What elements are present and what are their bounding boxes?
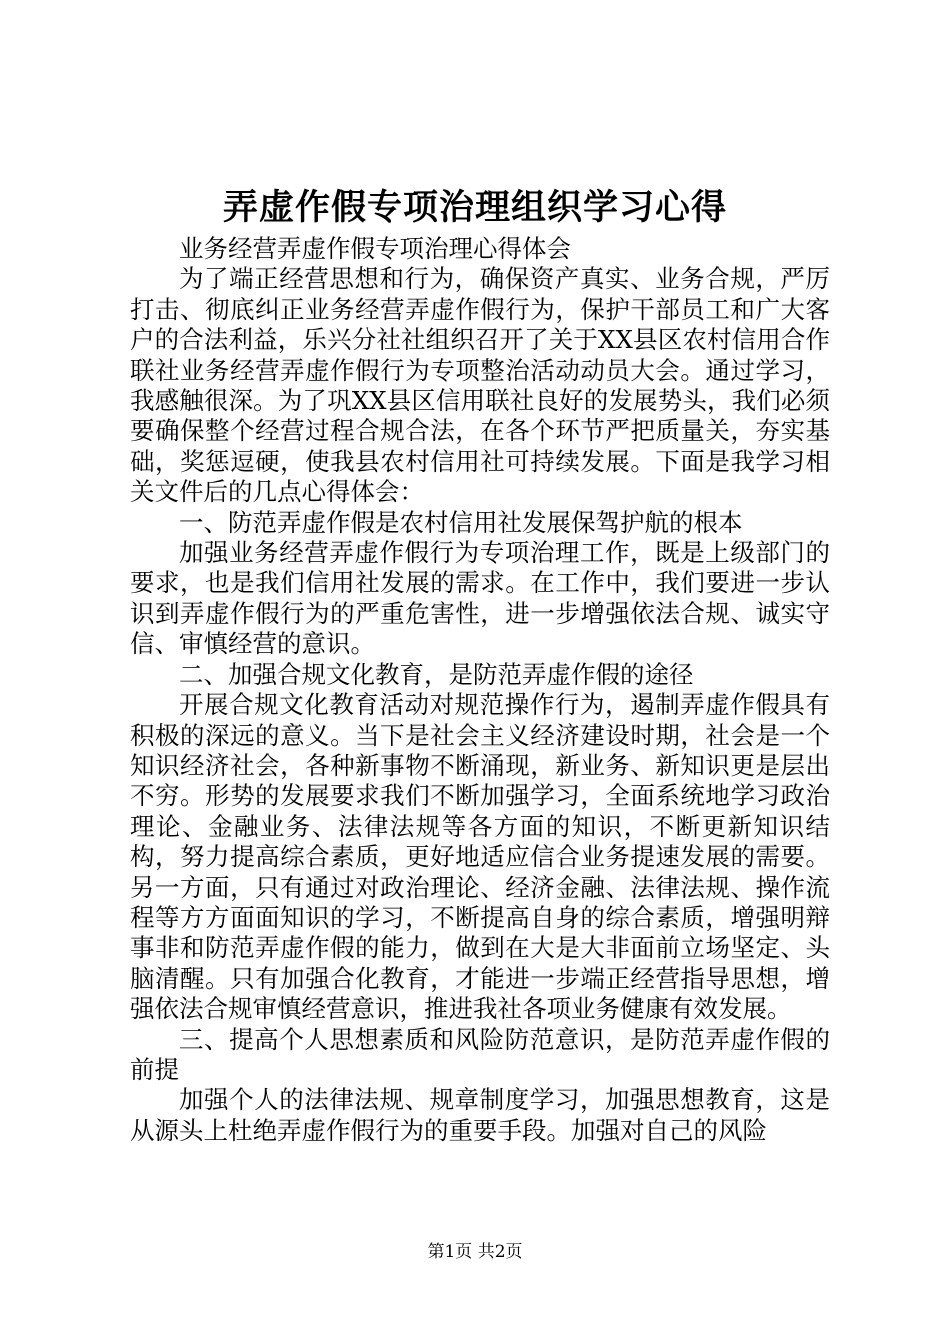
section-heading-1: 一、防范弄虚作假是农村信用社发展保驾护航的根本 — [179, 507, 743, 537]
document-title: 弄虚作假专项治理组织学习心得 — [222, 187, 727, 228]
section-heading-2: 二、加强合规文化教育，是防范弄虚作假的途径 — [179, 659, 694, 689]
paragraph-section-2: 开展合规文化教育活动对规范操作行为，遏制弄虚作假具有积极的深远的意义。当下是社会主义经济建设时期，社会是一个知识经济社会，各种新事物不断涌现，新业务、新知识更是层出不穷。形势的发展要求我们不断加强学习，全面系统地学习政治理论、金融业务、法律法规等各方面的知识，不断更新知识结构，努力提高综合素质，更好地适应信合业务提速发展的需要。另一方面，只有通过对政治理论、经济金融、法律法规、操作流程等方方面面知识的学习，不断提高自身的综合素质，增强明辩事非和防范弄虚作假的能力，做到在大是大非面前立场坚定、头脑清醒。只有加强合化教育，才能进一步端正经营指导思想，增强依法合规审慎经营意识，推进我社各项业务健康有效发展。 — [130, 690, 830, 1024]
paragraph-intro: 为了端正经营思想和行为，确保资产真实、业务合规，严厉打击、彻底纠正业务经营弄虚作假行为，保护干部员工和广大客户的合法利益，乐兴分社社组织召开了关于XX县区农村信用合作联社业务经营弄虚作假行为专项整治活动动员大会。通过学习，我感触很深。为了巩XX县区信用联社良好的发展势头，我们必须要确保整个经营过程合规合法，在各个环节严把质量关，夯实基础，奖惩逗硬，使我县农村信用社可持续发展。下面是我学习相关文件后的几点心得体会： — [130, 264, 830, 507]
paragraph-section-1: 加强业务经营弄虚作假行为专项治理工作，既是上级部门的要求，也是我们信用社发展的需求。在工作中，我们要进一步认识到弄虚作假行为的严重危害性，进一步增强依法合规、诚实守信、审慎经营的意识。 — [130, 538, 830, 659]
document-body — [130, 234, 830, 1146]
page-number: 第1页 共2页 — [427, 1242, 523, 1262]
paragraph-section-3: 加强个人的法律法规、规章制度学习，加强思想教育，这是从源头上杜绝弄虚作假行为的重要手段。加强对自己的风险 — [130, 1085, 830, 1145]
section-heading-3: 三、提高个人思想素质和风险防范意识，是防范弄虚作假的前提 — [130, 1024, 830, 1084]
paragraph-subtitle: 业务经营弄虚作假专项治理心得体会 — [179, 234, 571, 263]
